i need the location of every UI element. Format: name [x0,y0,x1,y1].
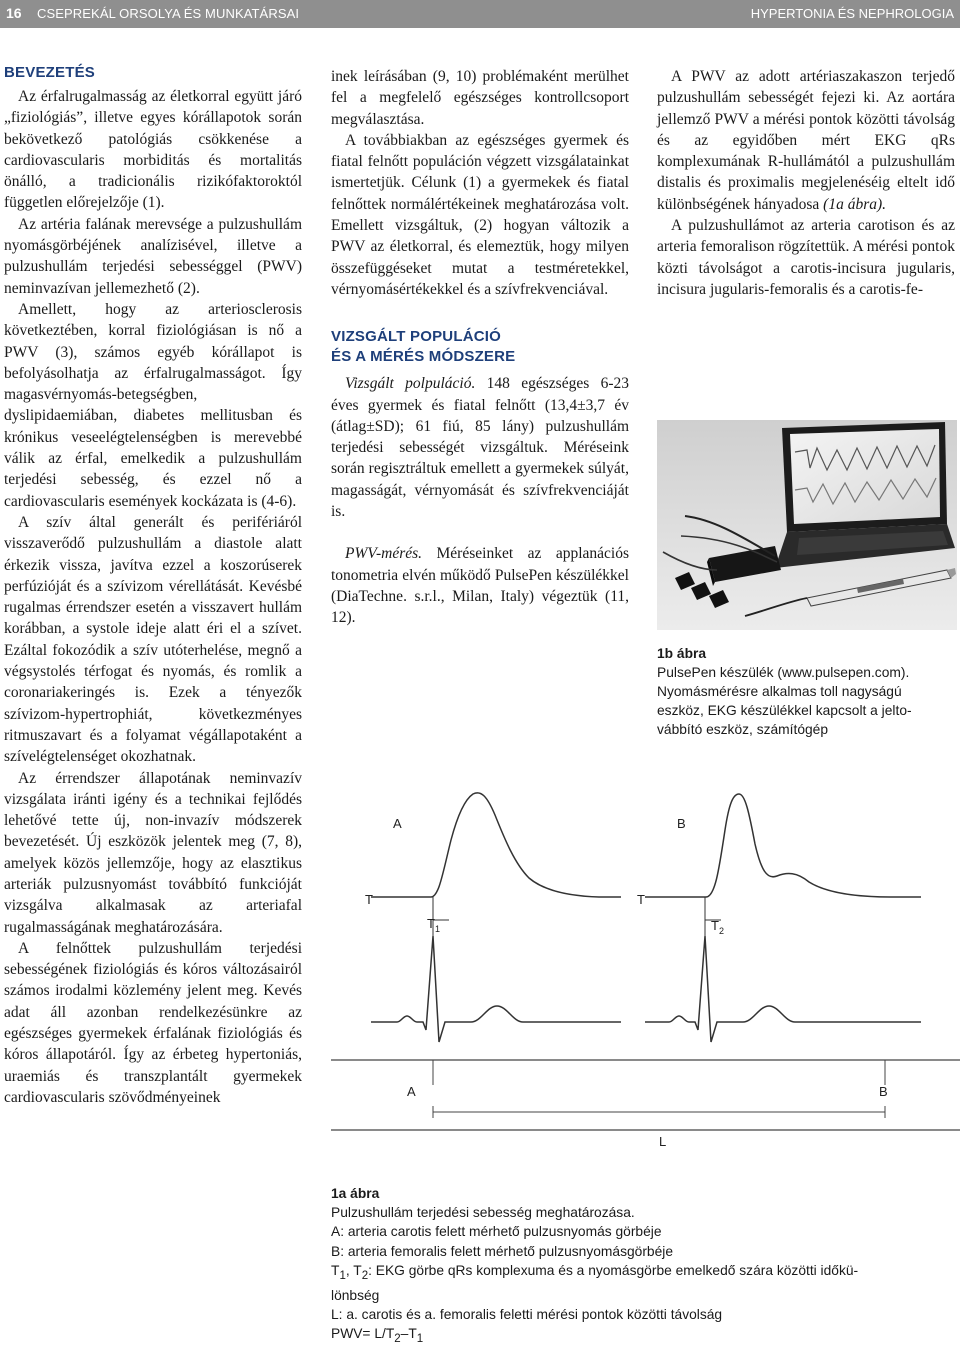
figure-reference: (1a ábra). [823,195,887,213]
figure-label: 1a ábra [331,1186,380,1201]
section-heading-introduction: BEVEZETÉS [4,64,95,81]
section-heading-methods [331,327,629,367]
figure-1b-caption [657,644,957,739]
paragraph-text: A PWV az adott artériaszakaszon terjedő pulzushullám sebességét fejezi ki. Az aortára jellemző PWV a mérési pontok közötti távolság és az egyidőben mért EKG qRs komplexumának R-hullámától a pulzushullám distalis és proximalis megjelenéséig eltelt idő különbségének hányadosa [657,68,955,213]
pulsepen-device-photo [657,420,957,630]
column-3 [657,66,955,300]
caption-line: Pulzushullám terjedési sebesség meghatározása. [331,1205,635,1221]
paragraph: A továbbiakban az egészséges gyermek és fiatal felnőtt populáción végzett vizsgálatainkat ismertetjük. Célunk (1) a gyermekek és fiatal felnőttek normálértékeinek meghatározása volt. Emellett vizsgáltuk, (2) hogyan változik a PWV az életkorral, és elemeztük, hogy milyen összefüggéseket mutat a testméretekkel, vérnyomásértékekkel és a szívfrekvenciával. [331,131,629,298]
caption-line: Nyomásmérésre alkalmas toll nagyságú [657,684,902,699]
paragraph-continuation: inek leírásában (9, 10) problémaként merülhet fel a megfelelő egészséges kontrollcsoport megválasztása. [331,68,629,128]
pwv-measurement-diagram [331,760,960,1170]
caption-formula: $PWV= L/T_2-T_1$ [331,1326,424,1345]
paragraph: Az artéria falának merevsége a pulzushullám nyomásgörbéjének analízisével, illetve a pulzushullám terjedési sebességgel (PWV) neminvazívan jellemezhető (2). [4,215,302,297]
caption-line: eszköz, EKG készülékkel kapcsolt a jelto- [657,703,912,718]
column-2 [331,66,629,629]
label-t2: $T_2$ [711,918,724,936]
figure-1a-caption [331,1184,956,1349]
caption-line: A: arteria carotis felett mérhető pulzusnyomás görbéje [331,1224,662,1240]
paragraph-text: Méréseinket az applanációs tonometria elvén működő PulsePen készülékkel (DiaTechne. s.r.l., Milan, Italy) végeztük (11, 12). [331,545,629,627]
label-a-bottom: A [407,1084,416,1099]
ecg-trace-right [645,936,921,1042]
run-in-heading: PWV-mérés. [345,545,423,563]
label-distance-l: L [659,1134,667,1149]
paragraph-population [331,373,629,522]
header-journal: HYPERTONIA ÉS NEPHROLOGIA [750,6,954,21]
carotid-pressure-wave [371,793,621,897]
paragraph: Az érrendszer állapotának neminvazív vizsgálata iránti igény és a technikai fejlődés lehetővé tette új, non-invazív módszerek bevezetését. Új eszközök jelentek meg (7, 8), amelyek közös jellemzője, hogy az elasztikus arteriák pulzusnyomást továbbító funkcióját vizsgálva alkalmasak az arteriafal rugalmasságának meghatározására. [4,769,302,936]
paragraph [657,66,955,215]
caption-line: $T_1$, $T_2$: EKG görbe qRs komplexuma és a nyomásgörbe emelkedő szára közötti időkü- [331,1262,859,1282]
section-heading-line: ÉS A MÉRÉS MÓDSZERE [331,348,516,366]
label-b-bottom: B [879,1084,888,1099]
header-authors: CSEPREKÁL ORSOLYA ÉS MUNKATÁRSAI [37,6,300,21]
label-t-left: T [365,892,373,907]
label-t-right: T [637,892,645,907]
label-b-top: B [677,816,686,831]
femoral-pressure-wave [645,794,921,897]
section-heading-line: VIZSGÁLT POPULÁCIÓ [331,328,501,346]
paragraph-pwv [331,543,629,628]
paragraph: A felnőttek pulzushullám terjedési sebességének fiziológiás és kóros változásairól számos irodalmi közlemény jelent meg. Kevés adat áll azonban rendelkezésünkre az egészséges gyermekek érfalának fiziológiás és kóros állapotáról. Így az érbeteg hypertoniás, uraemiás és transzplantált gyermekek cardiovascularis szövődményeinek [4,939,302,1106]
paragraph: Az érfalrugalmasság az életkorral együtt járó „fiziológiás”, illetve egyes kórállapotok során bekövetkező patológiás csökkenése a cardiovascularis morbiditás és mortalitás önálló, a tradicionális rizikófaktoroktól független előrejelzője (1). [4,88,302,212]
caption-line: L: a. carotis és a. femoralis feletti mérési pontok közötti távolság [331,1306,723,1322]
figure-label: 1b ábra [657,646,707,661]
paragraph: A pulzushullámot az arteria carotison és az arteria femoralison rögzítettük. A mérési pontok közti távolságot a carotis-incisura jugularis, incisura jugularis-femoralis és a carotis-fe- [657,217,955,298]
artery-segment [331,1060,960,1130]
caption-line: vábbító eszköz, számítógép [657,722,829,737]
label-t1: $T_1$ [427,916,440,934]
run-in-heading: Vizsgált polpuláció. [345,375,476,393]
ecg-trace-left [371,936,621,1042]
paragraph-text: 148 egészséges 6-23 éves gyermek és fiatal felnőtt (13,4±3,7 év (átlag±SD); 61 fiú, 85 lány) pulzushullám terjedési sebességét vizsgáltuk. Méréseink során regisztráltuk emellett a gyermekek súlyát, magasságát, vérnyomását és szívfrekvenciáját is. [331,375,630,521]
paragraph: A szív által generált és perifériáról visszaverődő pulzushullám a diastole alatt érkezik vissza, javítva ezzel a koszorúserek perfúzióját és a szívizom vérellátását. Kevésbé rugalmas érrendszer esetén a visszavert hullám korábban, a systole ideje alatt éri el a szívet. Ezáltal fokozódik a szív utóterhelése, megnő a végsystolés térfogat és nyomás, és romlik a coronariakeringés is. Ezek a tényezők szívizom-hypertrophiát, következményes ritmuszavart és a folyamat végállapotaként a szívelégtelenséget okozhatnak. [4,513,302,766]
running-header [0,0,960,28]
column-1 [4,63,302,1108]
laptop-screen [782,422,947,532]
caption-line: B: arteria femoralis felett mérhető pulzusnyomásgörbéje [331,1243,674,1259]
caption-line: lönbség [331,1287,380,1303]
page-number: 16 [6,5,22,21]
label-a-top: A [393,816,402,831]
paragraph: Amellett, hogy az arteriosclerosis következtében, korral fiziológiásan is nő a PWV (3), számos egyéb kórállapot is befolyásolhatja az érfalrugalmasságot. Így magasvérnyomás-betegségben, dyslipidaemiában, diabetes mellitusban és krónikus veseelégtelenségben is merevebbé válik az érfal, emelkedik a pulzushullám terjedési sebesség, és ezzel nő a cardiovascularis események kockázata is (4-6). [4,300,302,510]
caption-line: PulsePen készülék (www.pulsepen.com). [657,665,910,680]
